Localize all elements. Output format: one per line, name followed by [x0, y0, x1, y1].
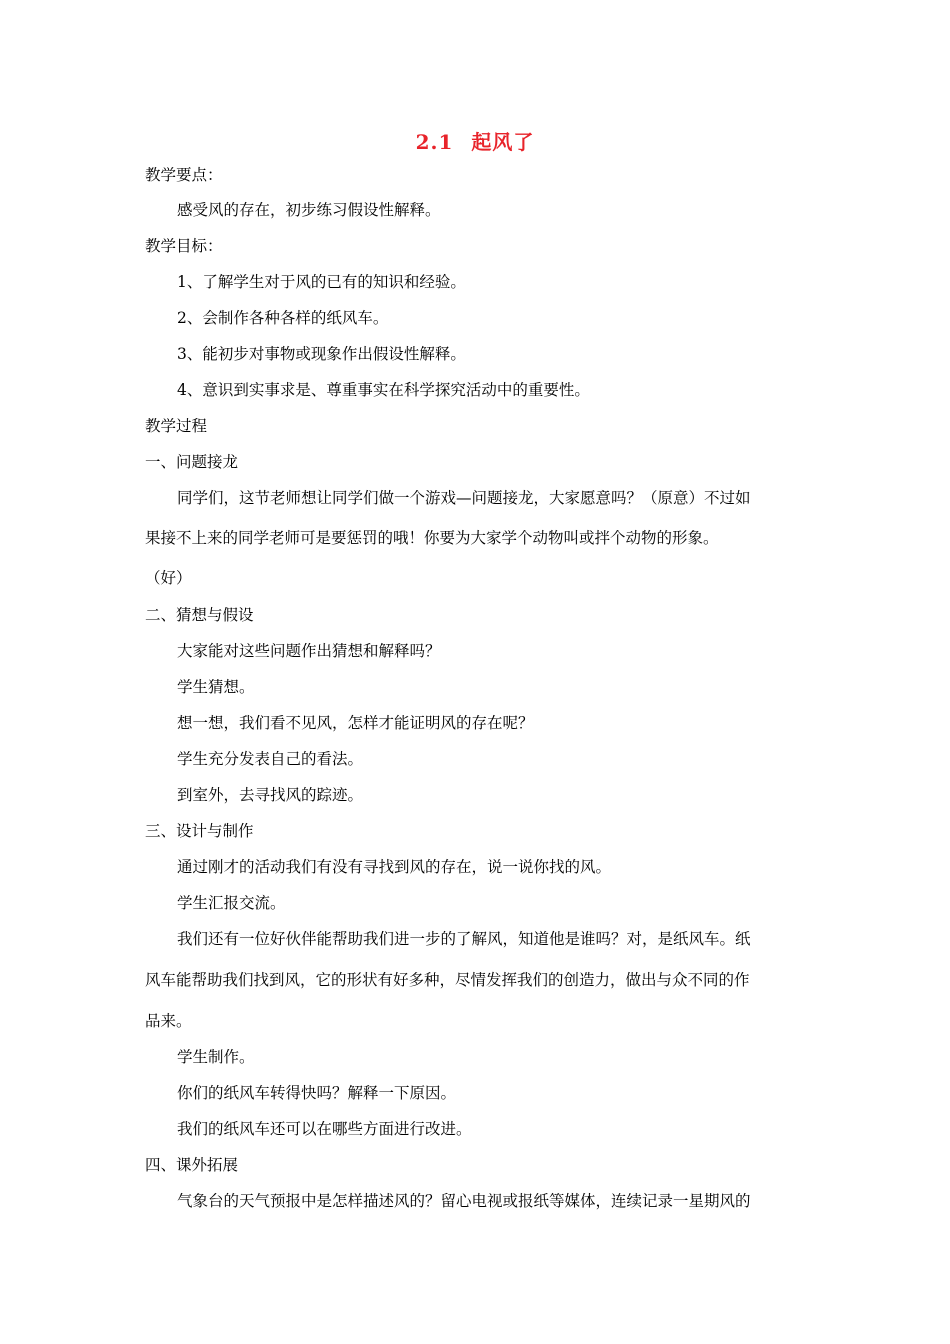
title-text: 起风了 [471, 130, 535, 154]
page-title [0, 126, 950, 155]
part3-line: 你们的纸风车转得快吗？解释一下原因。 [177, 1084, 457, 1102]
part1-heading: 一、问题接龙 [145, 453, 239, 471]
part2-line: 学生充分发表自己的看法。 [177, 750, 364, 768]
objective-item: 1、了解学生对于风的已有的知识和经验。 [177, 273, 466, 291]
objective-item: 3、能初步对事物或现象作出假设性解释。 [177, 345, 466, 363]
objectives-heading: 教学目标： [145, 237, 223, 255]
part3-line: 我们的纸风车还可以在哪些方面进行改进。 [177, 1120, 472, 1138]
key-points-heading: 教学要点： [145, 166, 223, 184]
part2-line: 大家能对这些问题作出猜想和解释吗？ [177, 642, 441, 660]
key-points-text: 感受风的存在，初步练习假设性解释。 [177, 201, 441, 219]
part2-heading: 二、猜想与假设 [145, 606, 254, 624]
part1-paragraph-line: （好） [145, 569, 192, 587]
part2-line: 想一想，我们看不见风，怎样才能证明风的存在呢？ [177, 714, 534, 732]
part3-paragraph-line: 风车能帮助我们找到风，它的形状有好多种，尽情发挥我们的创造力，做出与众不同的作 [145, 971, 750, 989]
part1-paragraph-line: 果接不上来的同学老师可是要惩罚的哦！你要为大家学个动物叫或拌个动物的形象。 [145, 529, 719, 547]
title-number: 2.1 [415, 130, 454, 154]
part3-paragraph-line: 品来。 [145, 1012, 192, 1030]
part3-heading: 三、设计与制作 [145, 822, 254, 840]
process-heading: 教学过程 [145, 417, 208, 435]
part3-line: 通过刚才的活动我们有没有寻找到风的存在，说一说你找的风。 [177, 858, 612, 876]
part3-line: 学生汇报交流。 [177, 894, 286, 912]
part4-heading: 四、课外拓展 [145, 1156, 239, 1174]
part3-line: 学生制作。 [177, 1048, 255, 1066]
part1-paragraph-line: 同学们，这节老师想让同学们做一个游戏—问题接龙，大家愿意吗？（原意）不过如 [177, 489, 751, 507]
part4-paragraph-line: 气象台的天气预报中是怎样描述风的？留心电视或报纸等媒体，连续记录一星期风的 [177, 1192, 751, 1210]
objective-item: 2、会制作各种各样的纸风车。 [177, 309, 389, 327]
objective-item: 4、意识到实事求是、尊重事实在科学探究活动中的重要性。 [177, 381, 590, 399]
part3-paragraph-line: 我们还有一位好伙伴能帮助我们进一步的了解风，知道他是谁吗？对，是纸风车。纸 [177, 930, 751, 948]
part2-line: 学生猜想。 [177, 678, 255, 696]
part2-line: 到室外，去寻找风的踪迹。 [177, 786, 364, 804]
